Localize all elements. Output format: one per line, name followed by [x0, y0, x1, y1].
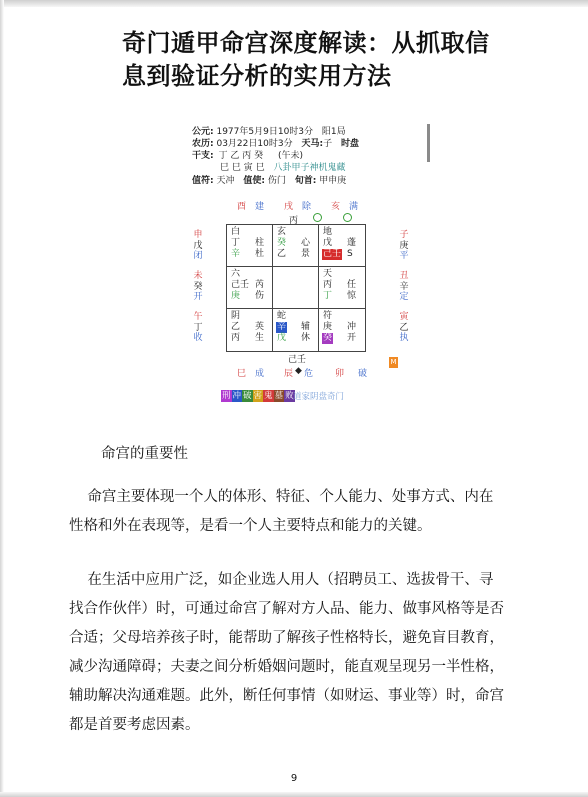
- cell-god: 天: [323, 269, 333, 279]
- bottom-label-2: 成: [255, 369, 265, 379]
- cell-stem-bottom: 庚: [231, 291, 241, 301]
- right-side-1: [398, 230, 410, 262]
- zhishi-value: 伤门: [267, 176, 286, 186]
- right-stem-3: 乙: [399, 322, 409, 333]
- cell-god: 白: [231, 227, 241, 237]
- cell-door: 伤: [255, 291, 265, 301]
- right-side-3: [398, 312, 410, 344]
- left-stem-3: 丁: [193, 322, 203, 333]
- marker-circle-1: [313, 213, 322, 223]
- ganzhi-row2-value: 巳 巳 寅 巳: [220, 163, 265, 173]
- cell-star: 任: [347, 280, 357, 290]
- tag-5: 鬼: [264, 391, 273, 401]
- right-side-2: [398, 271, 410, 303]
- right-stem-1: 庚: [399, 240, 409, 251]
- tianma-label: 天马:: [301, 139, 324, 149]
- ganzhi-row-2: [220, 160, 345, 173]
- bottom-label-4: 危: [304, 369, 314, 379]
- right-branch-2: 丑: [399, 271, 409, 281]
- palace-cell-r2c1: [227, 267, 273, 309]
- cell-door: 惊: [347, 291, 357, 301]
- right-branch-3: 寅: [399, 312, 409, 322]
- right-officer-3: 执: [399, 333, 409, 343]
- right-officer-1: 平: [399, 251, 409, 261]
- left-stem-2: 癸: [193, 281, 203, 292]
- bottom-stem: 己壬: [288, 355, 307, 365]
- nongli-label: 农历:: [192, 139, 214, 149]
- cell-stem-bottom: 乙: [277, 249, 287, 259]
- tag-3: 破: [243, 391, 252, 401]
- title-line-1: 奇门遁甲命宫深度解读：从抓取信: [122, 29, 490, 57]
- bottom-label-3: 辰: [284, 369, 294, 379]
- cell-star: 心: [301, 238, 311, 248]
- tag-1: 刑: [222, 391, 231, 401]
- left-side-2: [192, 271, 204, 303]
- bottom-label-6: 破: [358, 369, 368, 379]
- page-number: 9: [290, 773, 298, 784]
- left-side-3: [192, 312, 204, 344]
- zhifu-value: 天冲: [216, 176, 235, 186]
- palace-cell-r3c2: [273, 309, 319, 351]
- tianma-value: 子: [323, 139, 333, 149]
- cell-stem-bottom: 丙: [231, 333, 241, 343]
- cell-stem-top: 丁: [231, 238, 241, 248]
- left-officer-1: 闭: [193, 251, 203, 261]
- cell-door: 开: [347, 333, 357, 343]
- section-title: 命宫的重要性: [101, 446, 188, 462]
- left-branch-2: 未: [193, 271, 203, 281]
- cell-god: 阴: [231, 311, 241, 321]
- top-label-2: 建: [255, 202, 265, 212]
- left-branch-3: 午: [193, 312, 203, 322]
- left-officer-2: 开: [193, 292, 203, 302]
- page-shadow-left: [0, 0, 4, 797]
- palace-cell-r3c3: [319, 309, 365, 351]
- qimen-chart-image: [180, 120, 440, 420]
- tag-2: 冲: [232, 391, 242, 401]
- left-side-1: [192, 230, 204, 262]
- paragraph-line: 都是首要考虑因素。: [69, 717, 200, 733]
- zhifu-label: 值符:: [192, 176, 214, 186]
- palace-cell-r2c3: [319, 267, 365, 309]
- ganzhi-extra: (午未): [277, 151, 303, 161]
- top-stem: 丙: [289, 216, 299, 226]
- palace-cell-r1c3: [319, 225, 365, 267]
- cell-door: 生: [255, 333, 265, 343]
- xunshou-value: 甲申庚: [319, 176, 347, 186]
- bottom-label-1: 巳: [237, 369, 247, 379]
- palace-grid: [226, 224, 366, 352]
- cell-stem-top: 丙: [323, 280, 333, 290]
- ganzhi-row2-extra: 八卦甲子神机鬼藏: [273, 163, 346, 173]
- zhishi-label: 值使:: [243, 176, 265, 186]
- xunshou-label: 旬首:: [294, 176, 317, 186]
- cell-stem-top: 辛: [277, 322, 287, 332]
- top-label-6: 满: [349, 202, 359, 212]
- paragraph-line: 辅助解决沟通难题。此外，断任何事情（如财运、事业等）时，命宫: [69, 688, 504, 704]
- cell-god: 蛇: [277, 311, 287, 321]
- paragraph-line: 找合作伙伴）时，可通过命宫了解对方人品、能力、做事风格等是否: [69, 601, 504, 617]
- right-branch-1: 子: [399, 230, 409, 240]
- nongli-value: 03月22日10时3分: [216, 139, 293, 149]
- cell-stem-bottom: 戊: [277, 333, 287, 343]
- cell-door: 杜: [255, 249, 265, 259]
- right-stem-2: 辛: [399, 281, 409, 292]
- cell-stem-bottom: 丁: [323, 291, 333, 301]
- top-label-3: 戌: [284, 202, 294, 212]
- tag-7: 败: [285, 391, 294, 401]
- bottom-label-5: 卯: [335, 369, 345, 379]
- title-line-2: 息到验证分析的实用方法: [122, 62, 392, 90]
- cell-god: 六: [231, 269, 241, 279]
- right-officer-2: 定: [399, 292, 409, 302]
- top-label-4: 除: [302, 202, 312, 212]
- cell-star: 冲: [347, 322, 357, 332]
- left-stem-1: 戊: [193, 240, 203, 251]
- cell-door: 景: [301, 249, 311, 259]
- top-label-1: 酉: [237, 202, 247, 212]
- paragraph-1: [69, 483, 519, 541]
- paragraph-line: 合适；父母培养孩子时，能帮助了解孩子性格特长，避免盲目教育，: [69, 630, 504, 646]
- cell-star: 辅: [301, 322, 311, 332]
- cell-stem-top: 乙: [231, 322, 241, 332]
- ganzhi-value: 丁 乙 丙 癸: [218, 151, 264, 161]
- zhifu-row: [192, 173, 346, 186]
- cell-stem-top: 己壬: [231, 280, 250, 290]
- cell-stem-bottom: 己壬: [323, 249, 342, 259]
- cell-stem-top: 戊: [323, 238, 333, 248]
- tag-6: 墓: [274, 391, 284, 401]
- cell-god: 玄: [277, 227, 287, 237]
- paragraph-line: 减少沟通障碍；夫妻之间分析婚姻问题时，能直观呈现另一半性格，: [69, 659, 504, 675]
- paragraph-line: 命宫主要体现一个人的体形、特征、个人能力、处事方式、内在: [69, 489, 494, 505]
- cell-stem-bottom: 癸: [323, 333, 333, 343]
- scrollbar-mark: [427, 124, 430, 162]
- cell-stem-top: 庚: [323, 322, 333, 332]
- cell-door: S: [347, 249, 353, 259]
- paragraph-line: 性格和外在表现等，是看一个人主要特点和能力的关键。: [69, 518, 432, 534]
- ganzhi-label: 干支:: [192, 151, 214, 161]
- cell-god: 地: [323, 227, 333, 237]
- page-shadow-top: [0, 0, 588, 7]
- marker-circle-2: [343, 213, 352, 223]
- left-branch-1: 申: [193, 230, 203, 240]
- marker-icon: M: [390, 358, 397, 366]
- gongli-value: 1977年5月9日10时3分: [216, 127, 314, 137]
- tag-4: 害: [253, 391, 263, 401]
- page-title: [122, 27, 542, 93]
- gongli-ju: 阳1局: [321, 127, 346, 137]
- left-officer-3: 收: [193, 333, 203, 343]
- palace-cell-r3c1: [227, 309, 273, 351]
- cell-door: 休: [301, 333, 311, 343]
- paragraph-line: 在生活中应用广泛，如企业选人用人（招聘员工、选拔骨干、寻: [69, 572, 494, 588]
- palace-cell-r1c2: [273, 225, 319, 267]
- tag-caption: 道家阴盘奇门: [293, 392, 345, 402]
- cell-star: 蓬: [347, 238, 357, 248]
- palace-cell-r1c1: [227, 225, 273, 267]
- gongli-label: 公元:: [192, 127, 214, 137]
- cell-star: 英: [255, 322, 265, 332]
- cell-god: 符: [323, 311, 333, 321]
- shipan-label: 时盘: [340, 139, 359, 149]
- page-shadow-bottom: [0, 792, 588, 797]
- cell-stem-bottom: 辛: [231, 249, 241, 259]
- cell-star: 柱: [255, 238, 265, 248]
- relation-tag-bar: [221, 390, 295, 402]
- cell-star: 芮: [255, 280, 265, 290]
- top-label-5: 亥: [331, 202, 341, 212]
- diamond-icon: ◆: [295, 366, 302, 376]
- cell-stem-top: 癸: [277, 238, 287, 248]
- paragraph-2: [69, 566, 519, 740]
